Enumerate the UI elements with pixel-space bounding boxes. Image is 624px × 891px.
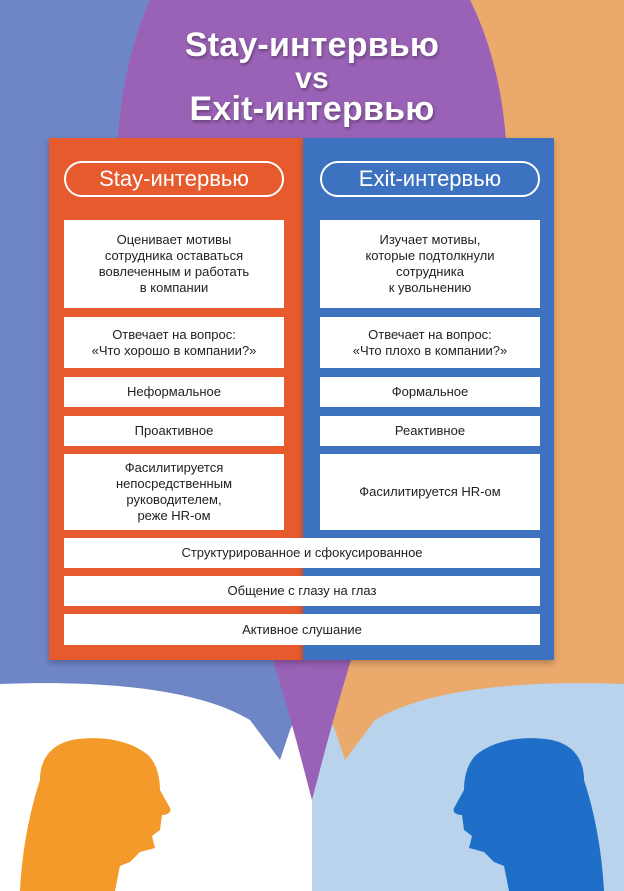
exit-item-formal: Формальное <box>320 377 540 407</box>
exit-item-reactive: Реактивное <box>320 416 540 446</box>
title-line-1: Stay-интервью <box>184 26 440 64</box>
stay-header: Stay-интервью <box>64 161 284 197</box>
exit-item-facilitator: Фасилитируется HR-ом <box>320 454 540 530</box>
stay-item-facilitator: Фасилитируется непосредственным руководителем, реже HR-ом <box>64 454 284 530</box>
exit-header: Exit-интервью <box>320 161 540 197</box>
title-vs: vs <box>295 62 329 95</box>
shared-item-face-to-face: Общение с глазу на глаз <box>64 576 540 606</box>
shared-item-active-listening: Активное слушание <box>64 614 540 645</box>
exit-item-question: Отвечает на вопрос: «Что плохо в компании?» <box>320 317 540 368</box>
stay-item-question: Отвечает на вопрос: «Что хорошо в компании?» <box>64 317 284 368</box>
shared-item-structured: Структурированное и сфокусированное <box>64 538 540 568</box>
exit-item-motives: Изучает мотивы, которые подтолкнули сотрудника к увольнению <box>320 220 540 308</box>
stay-item-informal: Неформальное <box>64 377 284 407</box>
stay-item-proactive: Проактивное <box>64 416 284 446</box>
title-line-3: Exit-интервью <box>189 90 435 128</box>
stay-item-motives: Оценивает мотивы сотрудника оставаться вовлеченным и работать в компании <box>64 220 284 308</box>
